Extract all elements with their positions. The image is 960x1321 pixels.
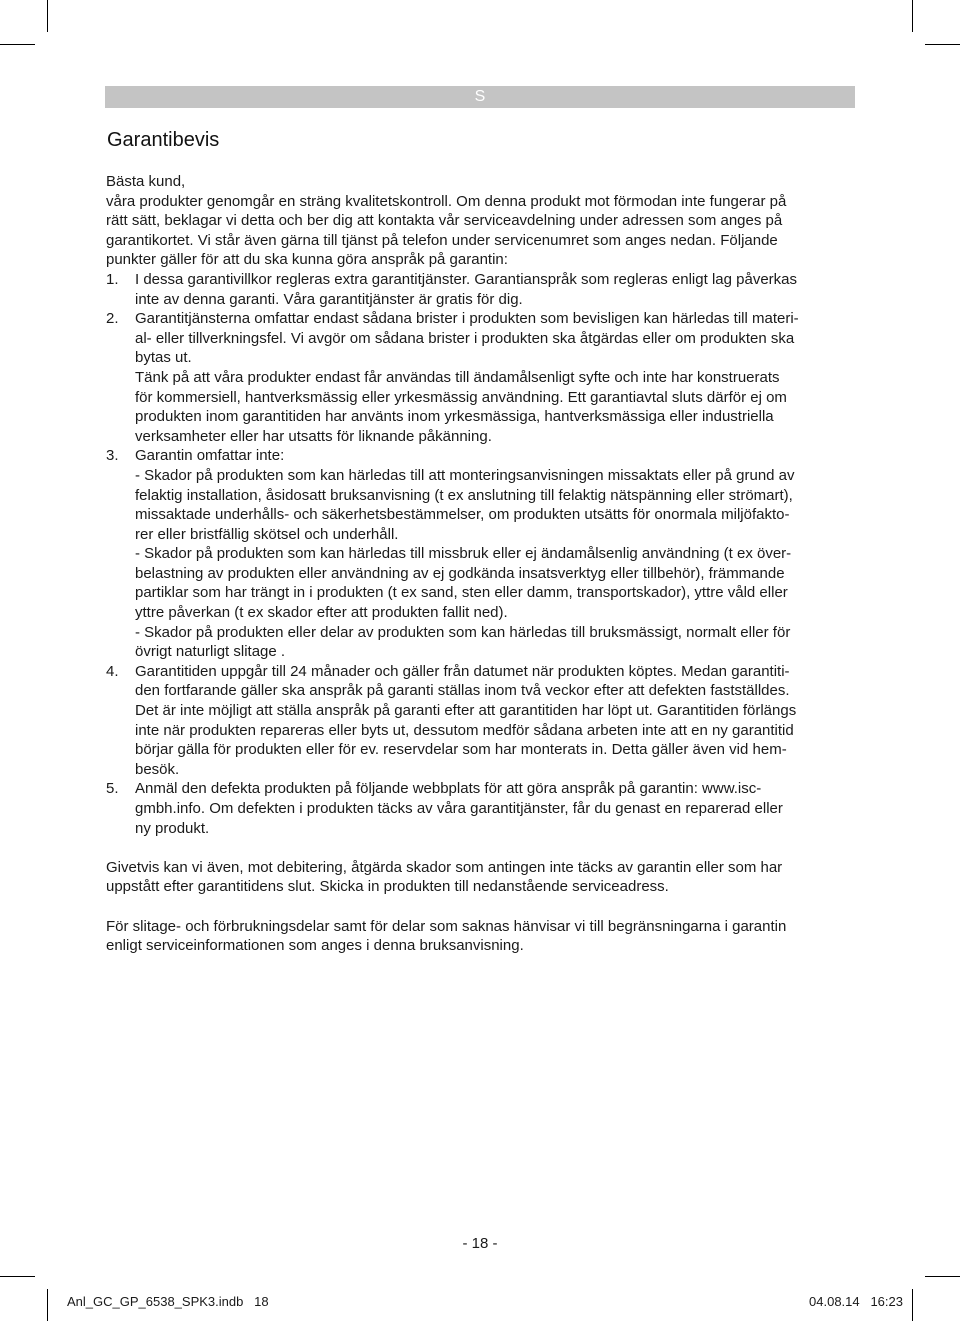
footer-file-info: Anl_GC_GP_6538_SPK3.indb 18 <box>67 1294 269 1309</box>
text-line: punkter gäller för att du ska kunna göra anspråk på garantin: <box>106 251 508 269</box>
text-line: rätt sätt, beklagar vi detta och ber dig att kontakta vår serviceavdelning under adressen som anges på <box>106 212 783 230</box>
list-item <box>106 662 858 780</box>
text-line: garantikortet. Vi står även gärna till tjänst på telefon under servicenumret som anges nedan. Följande <box>106 231 778 249</box>
text-line: Givetvis kan vi även, mot debitering, åtgärda skador som antingen inte täcks av garantin eller som har <box>106 858 783 876</box>
crop-mark <box>925 44 960 45</box>
text-line: missaktade underhålls- och säkerhetsbestämmelser, om produkten utsätts för onormala miljöfakto- <box>135 506 790 524</box>
crop-mark <box>0 1276 35 1277</box>
text-line: felaktig installation, åsidosatt bruksanvisning (t ex anslutning till felaktig nätspänning eller strömart), <box>135 486 793 504</box>
intro-paragraph <box>106 172 858 270</box>
text-line: I dessa garantivillkor regleras extra garantitjänster. Garantianspråk som regleras enligt lag påverkas <box>135 270 797 288</box>
text-line: belastning av produkten eller användning av ej godkända insatsverktyg eller tillbehör), främmande <box>135 564 785 582</box>
list-item <box>106 309 858 446</box>
warranty-terms-list <box>106 270 858 838</box>
text-line: al- eller tillverkningsfel. Vi avgör om sådana brister i produkten ska åtgärdas eller om produkten ska <box>135 329 795 347</box>
language-bar <box>105 86 855 108</box>
text-line: enligt serviceinformationen som anges i denna bruksanvisning. <box>106 937 524 955</box>
text-line: Tänk på att våra produkter endast får användas till ändamålsenligt syfte och inte har konstruerats <box>135 368 780 386</box>
text-line: rer eller bristfällig skötsel och underhåll. <box>135 525 399 543</box>
crop-mark <box>912 1289 913 1321</box>
crop-mark <box>47 1289 48 1321</box>
page-title: Garantibevis <box>107 129 220 151</box>
page-number: - 18 - <box>462 1235 498 1252</box>
text-line: Garantitiden uppgår till 24 månader och gäller från datumet när produkten köptes. Medan garantiti- <box>135 662 790 680</box>
text-line: Bästa kund, <box>106 173 186 190</box>
text-line: För slitage- och förbrukningsdelar samt för delar som saknas hänvisar vi till begränsningarna i garantin <box>106 917 787 935</box>
text-line: - Skador på produkten eller delar av produkten som kan härledas till bruksmässigt, normalt eller för <box>135 623 791 641</box>
list-number: 3. <box>106 447 119 465</box>
list-number: 4. <box>106 662 119 680</box>
text-line: Garantin omfattar inte: <box>135 447 285 465</box>
text-line: Det är inte möjligt att ställa anspråk på garanti efter att garantitiden har löpt ut. Garantitiden förlängs <box>135 702 797 720</box>
text-line: uppstått efter garantitidens slut. Skicka in produkten till nedanstående serviceadress. <box>106 878 669 896</box>
list-item <box>106 779 858 838</box>
text-line: Garantitjänsterna omfattar endast sådana brister i produkten som bevisligen kan härledas till materi- <box>135 310 799 328</box>
crop-mark <box>912 0 913 32</box>
text-line: övrigt naturligt slitage . <box>135 643 286 661</box>
crop-mark <box>0 44 35 45</box>
document-body <box>106 172 858 956</box>
text-line: den fortfarande gäller ska anspråk på garanti ställas inom två veckor efter att defekten fastställdes. <box>135 682 790 700</box>
text-line: - Skador på produkten som kan härledas till missbruk eller ej ändamålsenlig användning (t ex över- <box>135 545 792 563</box>
text-line: partiklar som har trängt in i produkten (t ex sand, sten eller damm, transportskador), yttre våld eller <box>135 584 788 602</box>
crop-mark <box>925 1276 960 1277</box>
list-number: 1. <box>106 270 119 288</box>
crop-mark <box>47 0 48 32</box>
closing-paragraph <box>106 858 858 897</box>
text-line: bytas ut. <box>135 349 192 367</box>
list-number: 5. <box>106 780 119 798</box>
text-line: - Skador på produkten som kan härledas till att monteringsanvisningen missaktats eller på grund av <box>135 466 795 484</box>
text-line: Anmäl den defekta produkten på följande webbplats för att göra anspråk på garantin: www.isc- <box>135 780 762 798</box>
text-line: inte av denna garanti. Våra garantitjänster är gratis för dig. <box>135 290 523 308</box>
text-line: gmbh.info. Om defekten i produkten täcks av våra garantitjänster, får du genast en reparerad eller <box>135 800 783 817</box>
text-line: börjar gälla för produkten eller för ev. reservdelar som har monterats in. Detta gäller även vid hem- <box>135 741 787 759</box>
closing-paragraph <box>106 917 858 956</box>
list-number: 2. <box>106 310 119 328</box>
list-item <box>106 446 858 662</box>
text-line: inte när produkten repareras eller byts ut, dessutom medför sådana arbeten inte att en ny garantitid <box>135 721 794 739</box>
list-item <box>106 270 858 309</box>
text-line: besök. <box>135 760 180 778</box>
text-line: yttre påverkan (t ex skador efter att produkten fallit ned). <box>135 604 508 622</box>
text-line: för kommersiell, hantverksmässig eller yrkesmässig användning. Ett garantiavtal sluts därför ej om <box>135 388 787 406</box>
text-line: produkten inom garantitiden har använts inom yrkesmässiga, hantverksmässiga eller industriella <box>135 408 774 426</box>
text-line: våra produkter genomgår en sträng kvalitetskontroll. Om denna produkt mot förmodan inte fungerar på <box>106 192 787 210</box>
text-line: ny produkt. <box>135 819 210 837</box>
footer-datetime: 04.08.14 16:23 <box>809 1294 903 1309</box>
language-code: S <box>474 88 486 105</box>
text-line: verksamheter eller har utsatts för liknande påkänning. <box>135 427 492 445</box>
